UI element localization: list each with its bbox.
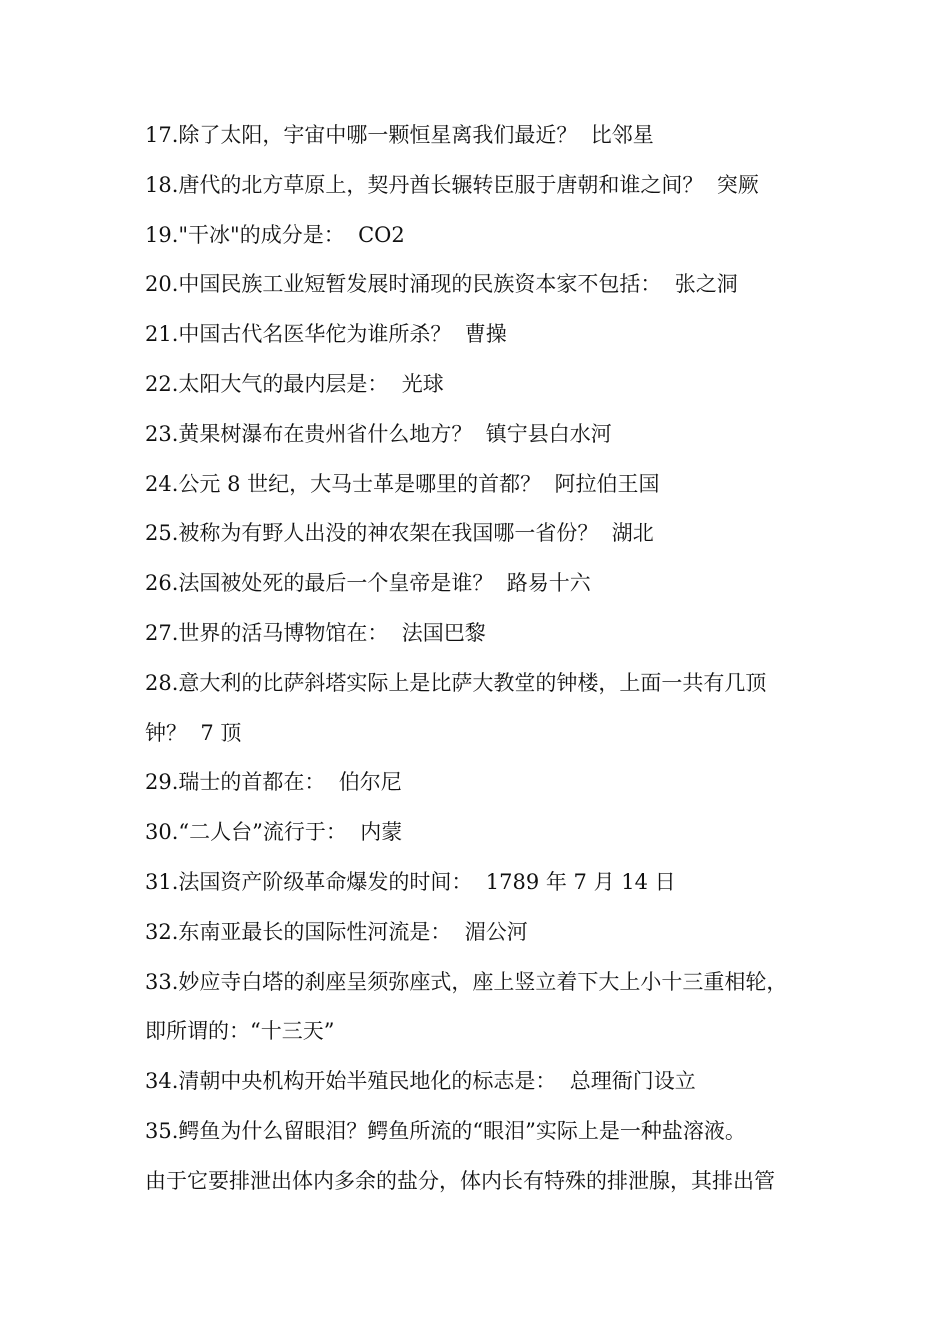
text-line-q31: 31.法国资产阶级革命爆发的时间： 1789 年 7 月 14 日 bbox=[145, 869, 676, 894]
text-line-q20: 20.中国民族工业短暂发展时涌现的民族资本家不包括： 张之洞 bbox=[145, 272, 738, 297]
text-line-q18: 18.唐代的北方草原上，契丹酋长辗转臣服于唐朝和谁之间？ 突厥 bbox=[145, 172, 759, 197]
text-line-q27: 27.世界的活马博物馆在： 法国巴黎 bbox=[145, 620, 486, 645]
text-line-q19: 19."干冰"的成分是： CO2 bbox=[145, 222, 405, 247]
text-line-q33-cont: 即所谓的：“十三天” bbox=[145, 1019, 335, 1044]
text-line-q34: 34.清朝中央机构开始半殖民地化的标志是： 总理衙门设立 bbox=[145, 1069, 696, 1094]
text-line-q30: 30.“二人台”流行于： 内蒙 bbox=[145, 820, 403, 845]
text-line-q29: 29.瑞士的首都在： 伯尔尼 bbox=[145, 770, 402, 795]
text-line-q22: 22.太阳大气的最内层是： 光球 bbox=[145, 371, 444, 396]
document-body bbox=[145, 117, 825, 1213]
text-line-q25: 25.被称为有野人出没的神农架在我国哪一省份？ 湖北 bbox=[145, 521, 654, 546]
text-line-q26: 26.法国被处死的最后一个皇帝是谁？ 路易十六 bbox=[145, 571, 591, 596]
text-line-q21: 21.中国古代名医华佗为谁所杀？ 曹操 bbox=[145, 322, 507, 347]
text-line-q28: 28.意大利的比萨斜塔实际上是比萨大教堂的钟楼，上面一共有几顶 bbox=[145, 670, 767, 695]
text-line-q32: 32.东南亚最长的国际性河流是： 湄公河 bbox=[145, 919, 528, 944]
text-line-q33: 33.妙应寺白塔的刹座呈须弥座式，座上竖立着下大上小十三重相轮， bbox=[145, 969, 788, 994]
text-line-q35: 35.鳄鱼为什么留眼泪？鳄鱼所流的“眼泪”实际上是一种盐溶液。 bbox=[145, 1118, 746, 1143]
text-line-q23: 23.黄果树瀑布在贵州省什么地方？ 镇宁县白水河 bbox=[145, 421, 612, 446]
text-line-q17: 17.除了太阳，宇宙中哪一颗恒星离我们最近？ 比邻星 bbox=[145, 123, 654, 147]
text-line-q24: 24.公元 8 世纪，大马士革是哪里的首都？ 阿拉伯王国 bbox=[145, 471, 660, 496]
text-line-q35-cont: 由于它要排泄出体内多余的盐分，体内长有特殊的排泄腺，其排出管 bbox=[145, 1168, 775, 1193]
text-line-q28-cont: 钟？ 7 顶 bbox=[145, 720, 242, 745]
